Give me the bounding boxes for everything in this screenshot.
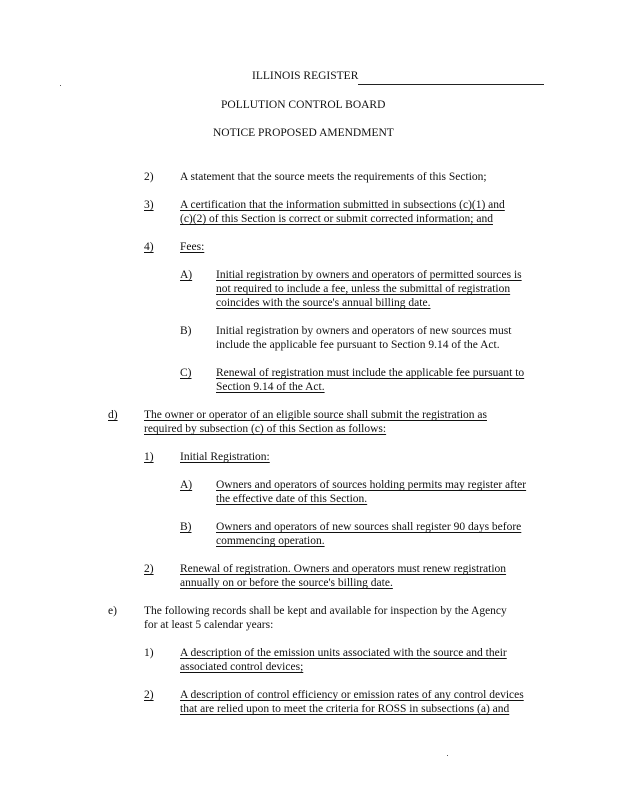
- section-e-number: e): [108, 605, 117, 617]
- section-d1-number: 1): [144, 451, 154, 463]
- section-d-number: d): [108, 409, 118, 421]
- section-e1-text: A description of the emission units associated with the source and their: [180, 647, 507, 659]
- subitem-c-number: C): [180, 367, 192, 379]
- scan-speck: [60, 85, 61, 86]
- item-4-number: 4): [144, 241, 154, 253]
- section-d2-number: 2): [144, 563, 154, 575]
- section-e2-text: that are relied upon to meet the criteria for ROSS in subsections (a) and: [180, 703, 510, 715]
- section-e1-number: 1): [144, 647, 154, 659]
- scan-speck: [447, 755, 448, 756]
- section-e2-text: A description of control efficiency or emission rates of any control devices: [180, 689, 524, 701]
- item-4-text: Fees:: [180, 241, 205, 253]
- subitem-b-text: Initial registration by owners and operators of new sources must: [216, 325, 512, 337]
- subitem-a-text: coincides with the source's annual billing date.: [216, 297, 431, 309]
- section-d1b-text: commencing operation.: [216, 535, 325, 547]
- section-d-text: The owner or operator of an eligible source shall submit the registration as: [144, 409, 487, 421]
- subitem-b-text: include the applicable fee pursuant to Section 9.14 of the Act.: [216, 339, 500, 351]
- item-2-number: 2): [144, 171, 154, 183]
- section-e-text: The following records shall be kept and available for inspection by the Agency: [144, 605, 507, 617]
- section-d1b-number: B): [180, 521, 192, 533]
- subitem-a-number: A): [180, 269, 193, 281]
- section-d2-text: annually on or before the source's billing date.: [180, 577, 393, 589]
- section-e2-number: 2): [144, 689, 154, 701]
- subitem-a-text: not required to include a fee, unless the submittal of registration: [216, 283, 511, 295]
- item-3-text: A certification that the information submitted in subsections (c)(1) and: [180, 199, 505, 211]
- section-d1b-text: Owners and operators of new sources shall register 90 days before: [216, 521, 522, 533]
- subitem-b-number: B): [180, 325, 192, 337]
- section-d2-text: Renewal of registration. Owners and operators must renew registration: [180, 563, 507, 575]
- subitem-c-text: Renewal of registration must include the applicable fee pursuant to: [216, 367, 525, 379]
- section-d1a-text: Owners and operators of sources holding permits may register after: [216, 479, 527, 491]
- section-d1a-number: A): [180, 479, 193, 491]
- section-d-text: required by subsection (c) of this Section as follows:: [144, 423, 387, 435]
- section-e-text: for at least 5 calendar years:: [144, 619, 274, 631]
- board-title: POLLUTION CONTROL BOARD: [221, 99, 386, 111]
- subitem-c-text: Section 9.14 of the Act.: [216, 381, 325, 393]
- section-e1-text: associated control devices;: [180, 661, 304, 673]
- register-title: ILLINOIS REGISTER: [252, 70, 359, 82]
- subitem-a-text: Initial registration by owners and operators of permitted sources is: [216, 269, 522, 281]
- notice-title: NOTICE PROPOSED AMENDMENT: [213, 127, 394, 139]
- header-rule: [358, 84, 544, 85]
- item-3-text: (c)(2) of this Section is correct or submit corrected information; and: [180, 213, 493, 225]
- item-3-number: 3): [144, 199, 154, 211]
- section-d1-text: Initial Registration:: [180, 451, 270, 463]
- item-2-text: A statement that the source meets the requirements of this Section;: [180, 171, 487, 183]
- section-d1a-text: the effective date of this Section.: [216, 493, 368, 505]
